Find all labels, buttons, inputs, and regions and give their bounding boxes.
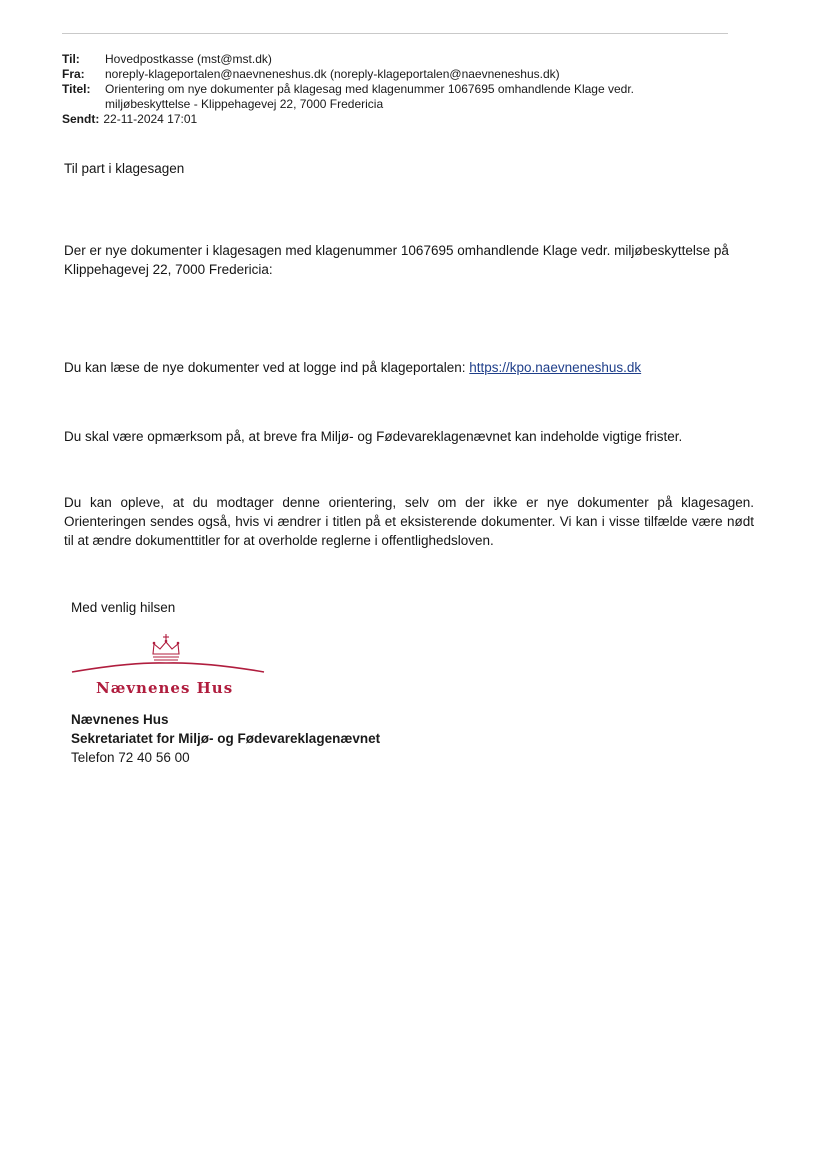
logo-wordmark: Nævnenes Hus (96, 679, 234, 697)
naevnenes-hus-logo (70, 632, 266, 704)
to-label: Til: (62, 52, 80, 66)
email-header (62, 52, 762, 127)
sent-value: 22-11-2024 17:01 (103, 112, 198, 126)
paragraph-portal-text: Du kan læse de nye dokumenter ved at logge ind på klageportalen: (64, 360, 470, 375)
subject-label: Titel: (62, 82, 91, 96)
paragraph-new-documents: Der er nye dokumenter i klagesagen med klagenummer 1067695 omhandlende Klage vedr. miljøbeskyttelse på Klippehagevej 22, 7000 Fredericia: (64, 243, 729, 277)
top-divider (62, 33, 728, 34)
signature-department: Sekretariatet for Miljø- og Fødevareklagenævnet (71, 731, 381, 746)
from-label: Fra: (62, 67, 85, 81)
sent-label: Sendt: (62, 112, 100, 126)
to-value: Hovedpostkasse (mst@mst.dk) (105, 52, 272, 66)
paragraph-notice: Du kan opleve, at du modtager denne orientering, selv om der ikke er nye dokumenter på klagesagen. Orienteringen sendes også, hvis vi ændrer i titlen på et eksisterende dokumenter. Vi kan i visse tilfælde være nødt til at ændre dokumenttitler for at overholde reglerne i offentlighedsloven. (64, 495, 754, 548)
signature-org: Nævnenes Hus (71, 712, 169, 727)
header-sent-row (62, 112, 762, 127)
greeting: Til part i klagesagen (64, 161, 185, 176)
header-to-row (62, 52, 762, 67)
closing: Med venlig hilsen (71, 600, 176, 615)
portal-link[interactable]: https://kpo.naevneneshus.dk (469, 360, 642, 375)
header-from-row (62, 67, 762, 82)
subject-value-line1: Orientering om nye dokumenter på klagesag med klagenummer 1067695 omhandlende Klage vedr. (105, 82, 634, 96)
signature-phone: Telefon 72 40 56 00 (71, 750, 190, 765)
from-value: noreply-klageportalen@naevneneshus.dk (noreply-klageportalen@naevneneshus.dk) (105, 67, 560, 81)
crown-icon (70, 632, 266, 682)
paragraph-deadlines: Du skal være opmærksom på, at breve fra Miljø- og Fødevareklagenævnet kan indeholde vigtige frister. (64, 429, 683, 444)
subject-value-line2: miljøbeskyttelse - Klippehagevej 22, 7000 Fredericia (105, 97, 384, 111)
header-subject-row (62, 82, 762, 97)
paragraph-portal (64, 358, 641, 377)
signature-block (71, 710, 380, 767)
